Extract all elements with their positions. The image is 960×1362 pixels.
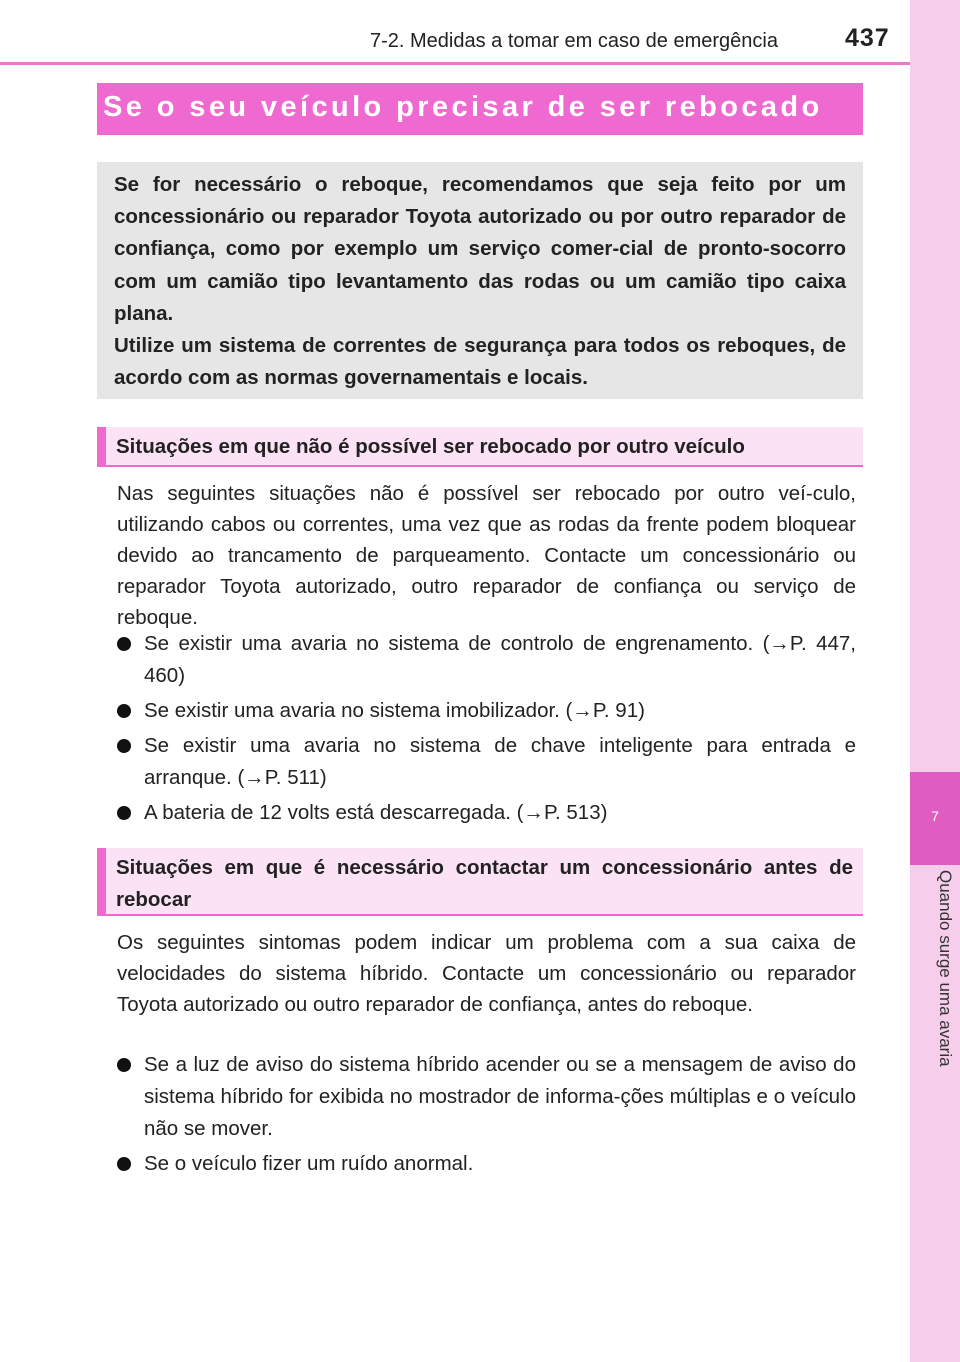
bullet-icon xyxy=(117,739,131,753)
list-item-text: Se existir uma avaria no sistema imobilizador. (→P. 91) xyxy=(144,699,645,722)
page-title: Se o seu veículo precisar de ser rebocado xyxy=(103,91,823,123)
intro-box xyxy=(97,162,863,399)
section-heading-text: Situações em que é necessário contactar um concessionário antes de rebocar xyxy=(116,856,853,911)
chapter-tab[interactable] xyxy=(910,772,960,865)
list-item xyxy=(117,730,856,794)
intro-paragraph: Utilize um sistema de correntes de segurança para todos os reboques, de acordo com as normas governamentais e locais. xyxy=(114,334,846,390)
bullet-icon xyxy=(117,637,131,651)
bullet-icon xyxy=(117,1157,131,1171)
list-item xyxy=(117,628,856,692)
bullet-icon xyxy=(117,704,131,718)
bullet-icon xyxy=(117,806,131,820)
section-title: 7-2. Medidas a tomar em caso de emergência xyxy=(370,30,778,52)
list-item-text: Se existir uma avaria no sistema de controlo de engrenamento. (→P. 447, 460) xyxy=(144,632,856,687)
bullet-list xyxy=(117,1049,856,1183)
section-heading xyxy=(97,427,863,467)
list-item-text: Se a luz de aviso do sistema híbrido acender ou se a mensagem de aviso do sistema híbrido for exibida no mostrador de informa-ções múltiplas e o veículo não se mover. xyxy=(144,1053,856,1140)
body-paragraph: Os seguintes sintomas podem indicar um problema com a sua caixa de velocidades do sistema híbrido. Contacte um concessionário ou reparador Toyota autorizado ou outro reparador de confiança, antes do reboque. xyxy=(117,931,856,1016)
intro-paragraph: Se for necessário o reboque, recomendamos que seja feito por um concessionário ou reparador Toyota autorizado ou por outro reparador de confiança, como por exemplo um serviço comer-cial de pronto-socorro com um camião tipo levantamento das rodas ou um camião tipo caixa plana. xyxy=(114,173,846,325)
list-item xyxy=(117,797,856,829)
list-item xyxy=(117,1148,856,1180)
body-paragraph: Nas seguintes situações não é possível ser rebocado por outro veí-culo, utilizando cabos ou correntes, uma vez que as rodas da frente podem bloquear devido ao trancamento de parqueamento. Contacte um concessionário ou reparador Toyota autorizado, outro reparador de confiança ou serviço de reboque. xyxy=(117,482,856,629)
page-number: 437 xyxy=(845,24,890,52)
bullet-list xyxy=(117,628,856,832)
title-banner xyxy=(97,83,863,135)
list-item xyxy=(117,695,856,727)
section-heading-text: Situações em que não é possível ser rebocado por outro veículo xyxy=(116,435,745,458)
header-divider xyxy=(0,62,910,65)
bullet-icon xyxy=(117,1058,131,1072)
chapter-label: Quando surge uma avaria xyxy=(936,870,955,1067)
side-strip xyxy=(910,0,960,1362)
chapter-number: 7 xyxy=(931,808,939,824)
list-item xyxy=(117,1049,856,1145)
list-item-text: Se existir uma avaria no sistema de chave inteligente para entrada e arranque. (→P. 511) xyxy=(144,734,856,789)
list-item-text: Se o veículo fizer um ruído anormal. xyxy=(144,1152,474,1175)
list-item-text: A bateria de 12 volts está descarregada. (→P. 513) xyxy=(144,801,608,824)
section-heading xyxy=(97,848,863,916)
